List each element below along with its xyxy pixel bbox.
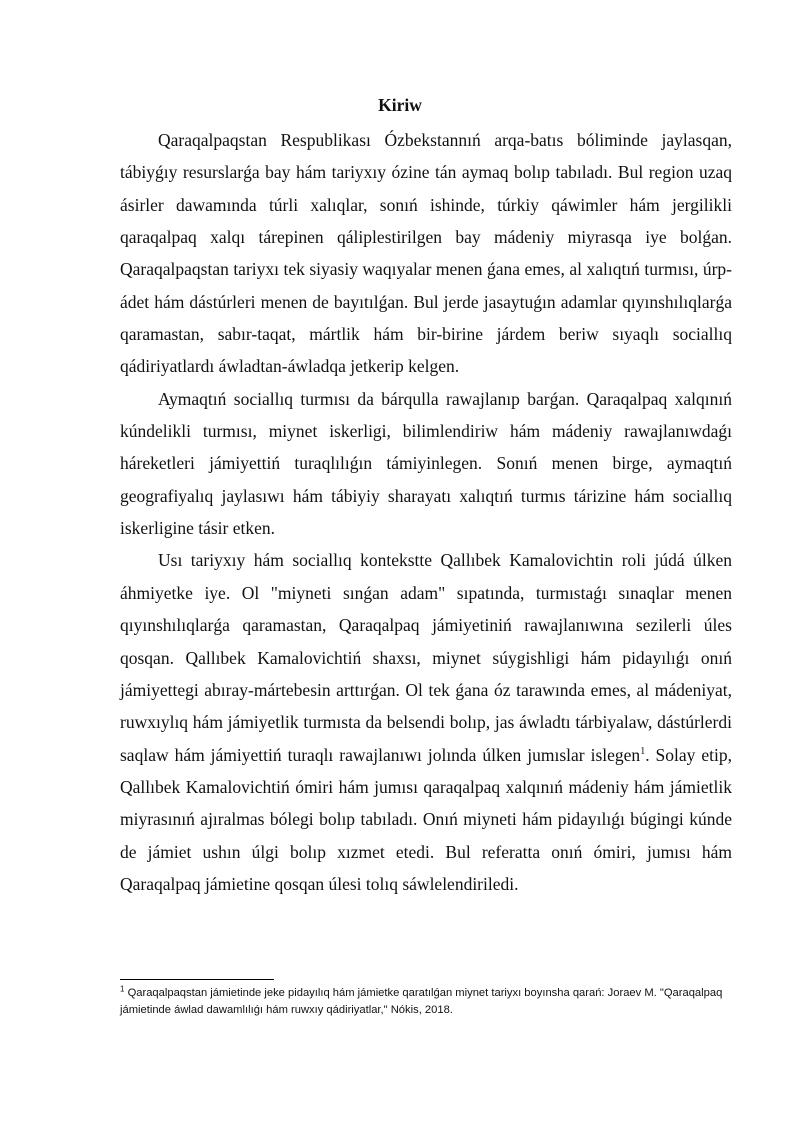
footnote-separator xyxy=(120,979,274,980)
footnote-reference[interactable]: 1 xyxy=(640,745,646,757)
body-text xyxy=(120,124,732,900)
paragraph-3 xyxy=(120,544,732,900)
footnote-number: 1 xyxy=(120,984,125,994)
paragraph-1: Qaraqalpaqstan Respublikası Ózbekstannıń arqa-batıs bóliminde jaylasqan, tábiyǵıy resurslarǵa bay hám tariyxıy ózine tán aymaq bolıp tabıladı. Bul region uzaq ásirler dawamında túrli xalıqlar, sonıń ishinde, túrkiy qáwimler hám jergilikli qaraqalpaq xalqı tárepinen qáliplestirilgen bay mádeniy miyrasqa iye bolǵan. Qaraqalpaqstan tariyxı tek siyasiy waqıyalar menen ǵana emes, al xalıqtıń turmısı, úrp-ádet hám dástúrleri menen de bayıtılǵan. Bul jerde jasaytuǵın adamlar qıyınshılıqlarǵa qaramastan, sabır-taqat, mártlik hám bir-birine járdem beriw sıyaqlı sociallıq qádiriyatlardı áwladtan-áwladqa jetkerip kelgen. xyxy=(120,130,732,377)
footnote xyxy=(120,985,732,1019)
paragraph-3-text-before-ref: Usı tariyxıy hám sociallıq kontekstte Qallıbek Kamalovichtin roli júdá úlken áhmiyetke iye. Ol "miyneti sınǵan adam" sıpatında, turmıstaǵı sınaqlar menen qıyınshılıqlarǵa qaramastan, Qaraqalpaq jámiyetiniń rawajlanıwına sezilerli úles qosqan. Qallıbek Kamalovichtiń shaxsı, miynet súygishligi hám pidayılıǵı onıń jámiyettegi abıray-mártebesin arttırǵan. Ol tek ǵana óz tarawında emes, al mádeniyat, ruwxıylıq hám jámiyetlik turmısta da belsendi bolıp, jas áwladtı tárbiyalaw, dástúrlerdi saqlaw hám jámiyettiń turaqlı rawajlanıwı jolında úlken jumıslar islegen xyxy=(120,550,732,765)
page-title: Kiriw xyxy=(378,95,422,115)
paragraph-2: Aymaqtıń sociallıq turmısı da bárqulla rawajlanıp barǵan. Qaraqalpaq xalqınıń kúndelikli turmısı, miynet iskerligi, bilimlendiriw hám mádeniy rawajlanıwdaǵı háreketleri jámiyettiń turaqlılıǵın támiyinlegen. Sonıń menen birge, aymaqtıń geografiyalıq jaylasıwı hám tábiyiy sharayatı xalıqtıń turmıs tárizine hám sociallıq iskerligine tásir etken. xyxy=(120,388,732,539)
paragraph-3-text-after-ref: . Solay etip, Qallıbek Kamalovichtiń ómiri hám jumısı qaraqalpaq xalqınıń mádeniy hám jámietlik miyrasınıń ajıralmas bólegi bolıp tabıladı. Onıń miyneti hám pidayılıǵı búgingi kúnde de jámiet ushın úlgi bolıp xızmet etedi. Bul referatta onıń ómiri, jumısı hám Qaraqalpaq jámietine qosqan úlesi tolıq sáwlelendiriledi. xyxy=(120,744,732,894)
footnote-text: Qaraqalpaqstan jámietinde jeke pidayılıq hám jámietke qaratılǵan miynet tariyxı boyınsha qarań: Joraev M. "Qaraqalpaq jámietinde áwlad dawamlılıǵı hám ruwxıy qádiriyatlar," Nókis, 2018. xyxy=(120,987,723,1016)
